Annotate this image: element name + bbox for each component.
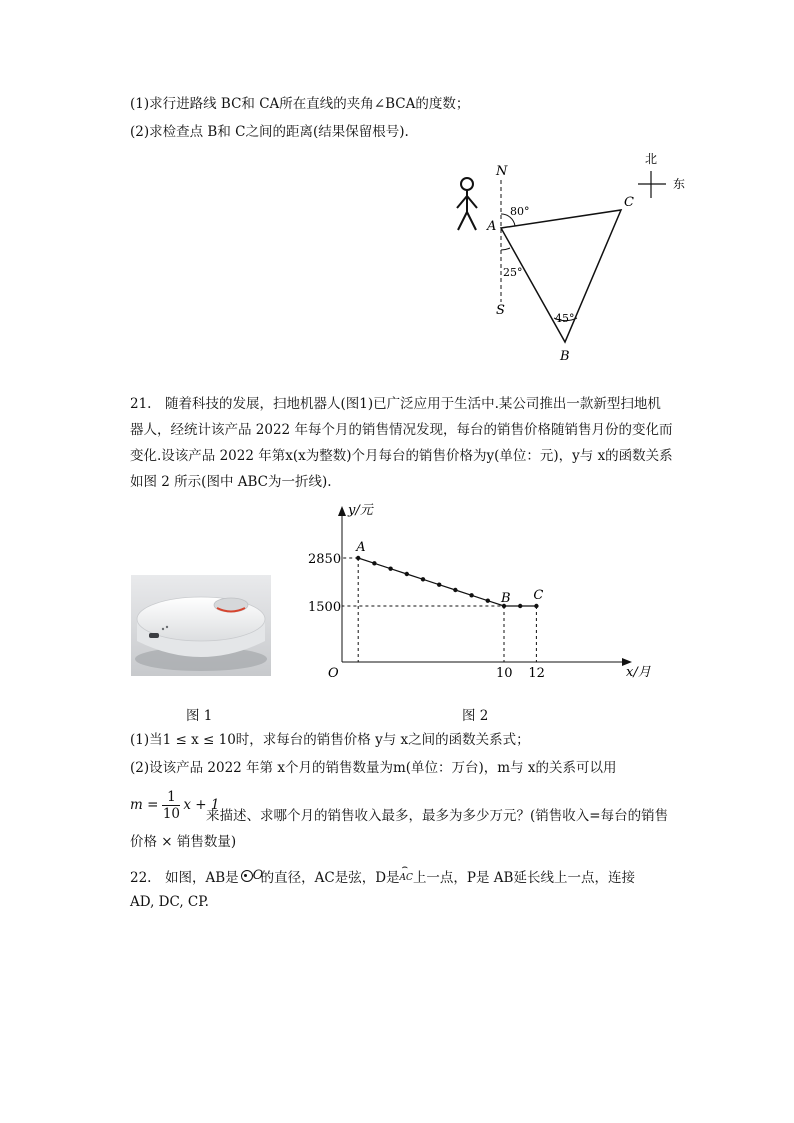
- q21-line3: 变化.设该产品 2022 年第x(x为整数)个月每台的销售价格为y(单位：元)，y与 x的函数关系: [130, 448, 673, 464]
- label-c: C: [624, 195, 634, 210]
- point-label-a: A: [356, 540, 366, 555]
- arc-ac: ⌢ AC: [399, 862, 413, 883]
- y-tick-label: 1500: [308, 600, 342, 615]
- q21-part2-line3: 价格 × 销售数量): [130, 834, 237, 850]
- robot-vacuum-image: [131, 575, 271, 676]
- angle-45: 45°: [555, 312, 575, 325]
- circle-o-symbol: O: [239, 868, 261, 884]
- label-b: B: [560, 349, 570, 364]
- fig2-caption: 图 2: [462, 708, 489, 724]
- point-label-b: B: [501, 591, 511, 606]
- data-point: [486, 598, 490, 602]
- q21-part1: (1)当1 ≤ x ≤ 10时，求每台的销售价格 y与 x之间的函数关系式；: [130, 732, 530, 748]
- q22-part-b: 的直径，AC是弦，D是: [260, 870, 400, 886]
- label-n: N: [496, 164, 508, 179]
- data-point: [405, 572, 409, 576]
- fraction-numerator: 1: [167, 788, 176, 805]
- fig1-caption: 图 1: [186, 708, 213, 724]
- angle-arc-25: [501, 248, 510, 250]
- compass-icon: [638, 171, 666, 198]
- q21-line1: 21. 随着科技的发展，扫地机器人(图1)已广泛应用于生活中.某公司推出一款新型扫地机: [130, 396, 661, 412]
- label-a: A: [487, 219, 497, 234]
- q21-part2-line1: (2)设该产品 2022 年第 x个月的销售数量为m(单位：万台)，m与 x的关系可以用: [130, 760, 617, 776]
- angle-25: 25°: [503, 266, 523, 279]
- y-axis-label: y/元: [348, 503, 373, 518]
- compass-north: 北: [645, 152, 658, 166]
- q20-part2: (2)求检查点 B和 C之间的距离(结果保留根号).: [130, 124, 409, 140]
- compass-east: 东: [673, 177, 686, 191]
- q21-line4: 如图 2 所示(图中 ABC为一折线).: [130, 474, 332, 490]
- q22-part-c: 上一点，P是 AB延长线上一点，连接: [412, 870, 635, 886]
- x-tick-label: 10: [496, 666, 513, 681]
- fraction: [162, 789, 180, 822]
- origin-label: O: [328, 666, 339, 681]
- data-point: [453, 588, 457, 592]
- q21-part2-line2: 来描述、求哪个月的销售收入最多，最多为多少万元？(销售收入=每台的销售: [206, 808, 669, 824]
- x-tick-label: 12: [528, 666, 545, 681]
- point-label-c: C: [533, 588, 544, 603]
- price-chart: [300, 496, 670, 686]
- data-point: [356, 556, 360, 560]
- q21-line2: 器人，经统计该产品 2022 年每个月的销售情况发现，每台的销售价格随销售月份的变化而: [130, 422, 673, 438]
- geometry-figure: [440, 150, 710, 370]
- data-point: [437, 582, 441, 586]
- q22-line1: [130, 862, 635, 888]
- data-point: [372, 561, 376, 565]
- formula-tail: x + 1: [183, 797, 220, 813]
- data-point: [421, 577, 425, 581]
- data-point: [469, 593, 473, 597]
- fraction-denominator: 10: [162, 805, 180, 822]
- y-axis-arrow: [338, 506, 346, 516]
- q22-line2: AD, DC, CP.: [130, 894, 209, 910]
- formula-lhs: m =: [130, 797, 159, 813]
- q20-part1: (1)求行进路线 BC和 CA所在直线的夹角∠BCA的度数；: [130, 96, 470, 112]
- x-axis-label: x/月: [626, 665, 651, 680]
- angle-80: 80°: [510, 205, 530, 218]
- data-point: [534, 604, 538, 608]
- person-icon: [457, 178, 477, 230]
- data-point: [518, 604, 522, 608]
- y-tick-label: 2850: [308, 552, 342, 567]
- label-s: S: [496, 303, 505, 318]
- data-point: [388, 566, 392, 570]
- q22-part-a: 22. 如图，AB是: [130, 870, 239, 886]
